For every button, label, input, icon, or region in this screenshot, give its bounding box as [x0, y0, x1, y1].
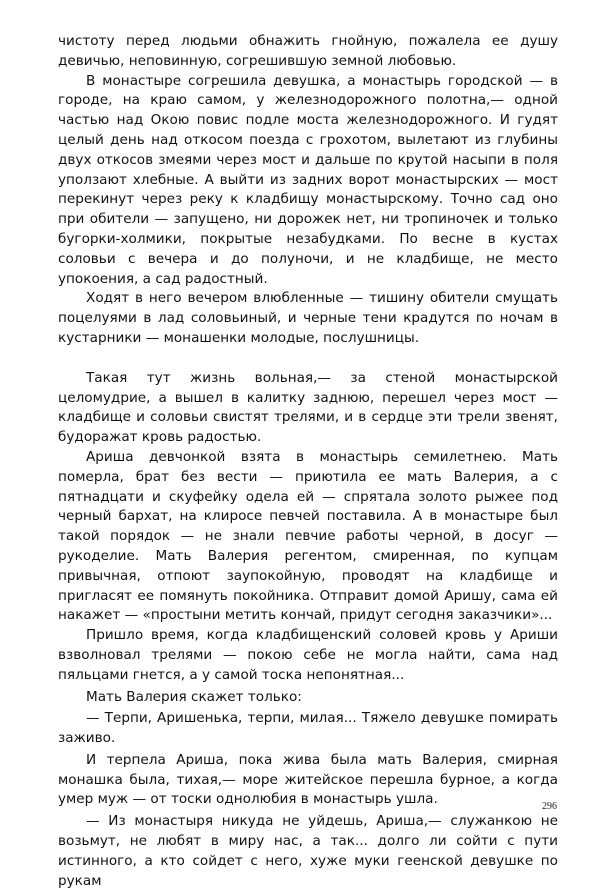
- page-number: 296: [542, 801, 557, 812]
- paragraph-time-came: Пришло время, когда кладбищенский соловей кровь у Ариши взволновал трелями — покою себе не могла найти, сама над пяльцами гнется, а у самой тоска непонятная...: [58, 627, 558, 683]
- paragraph-arisha: Ариша девчонкой взята в монастырь семилетнею. Мать померла, брат без вести — приютила ее мать Валерия, а с пятнадцати и скуфейку одела ей — спрятала золото рыжее под черный бархат, на клиросе певчей поставила. А в монастыре был такой порядок — не знали певчие работы черной, в досуг — рукоделие. Мать Валерия регентом, смиренная, по купцам привычная, отпоют заупокойную, проводят на кладбище и пригласят ее помянуть покойника. Отправит домой Аришу, сама ей накажет — «простыни метить кончай, придут сегодня заказчики»...: [58, 448, 558, 624]
- page-body: [58, 32, 558, 891]
- paragraph-continuation: чистоту перед людьми обнажить гнойную, пожалела ее душу девичью, неповинную, согрешившую земной любовью.: [58, 33, 558, 69]
- paragraph-lovers: Ходят в него вечером влюбленные — тишину обители смущать поцелуями в лад соловьиный, и черные тени крадутся по ночам в кустарники — монашенки молодые, послушницы.: [58, 290, 558, 346]
- paragraph-free-life: Такая тут жизнь вольная,— за стеной монастырской целомудрие, а вышел в калитку заднюю, перешел через мост — кладбище и соловьи свистят трелями, и в сердце эти трели звенят, будоражат кровь радостью.: [58, 369, 558, 446]
- paragraph-arisha-endured: И терпела Ариша, пока жива была мать Валерия, смирная монашка была, тихая,— море житейское перешла бурное, а когда умер муж — от тоски однолюбия в монастырь ушла.: [58, 751, 558, 808]
- paragraph-dialog-monastery: — Из монастыря никуда не уйдешь, Ариша,— служанкою не возьмут, не любят в миру нас, а так... долго ли сойти с пути истинного, а кто сойдет с него, хуже муки геенской девушке по рукам: [58, 813, 558, 889]
- paragraph-monastery: В монастыре согрешила девушка, а монастырь городской — в городе, на краю самом, у железнодорожного полотна,— одной частью над Окою повис подле моста железнодорожного. И гудят целый день над откосом поезда с грохотом, вылетают из глубины двух откосов змеями через мост и дальше по крутой насыпи в поля уползают хлебные. А выйти из задних ворот монастырских — мост перекинут через реку к кладбищу монастырскому. Точно сад оно при обители — запущено, ни дорожек нет, ни тропиночек и только бугорки-холмики, покрытые незабудками. По весне в кустах соловьи с вечера и до полуночи, и не кладбище, не место упокоения, а сад радостный.: [58, 72, 558, 287]
- paragraph-valeria-says: Мать Валерия скажет только:: [86, 688, 302, 705]
- paragraph-dialog-endure: — Терпи, Аришенька, терпи, милая... Тяжело девушке помирать заживо.: [58, 710, 558, 747]
